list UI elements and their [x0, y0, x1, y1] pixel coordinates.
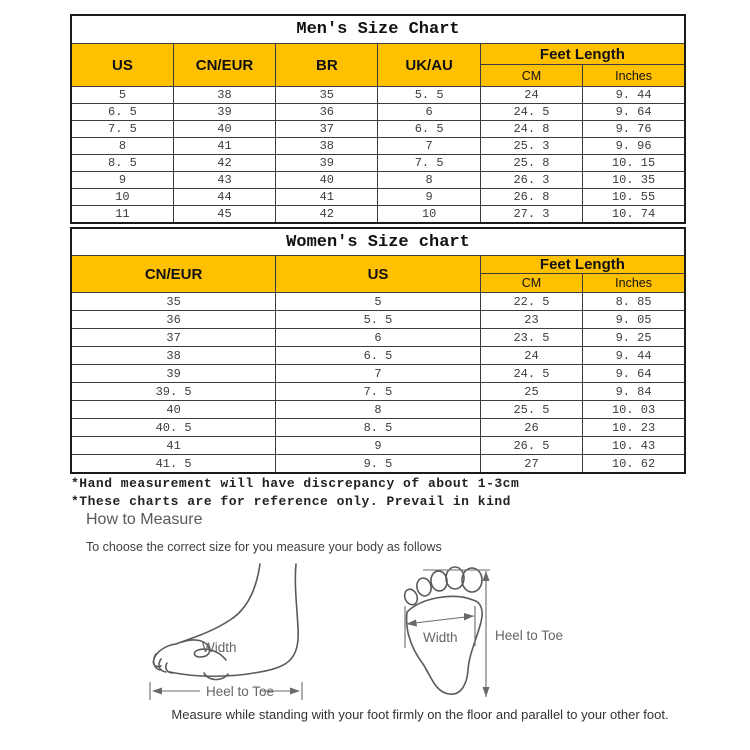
table-cell: 23 — [480, 311, 582, 329]
table-cell: 9. 64 — [583, 365, 685, 383]
table-cell: 44 — [173, 189, 275, 206]
table-title-row — [71, 15, 685, 44]
table-cell: 36 — [71, 311, 276, 329]
table-cell: 38 — [276, 138, 378, 155]
table-cell: 7 — [378, 138, 480, 155]
table-cell: 6. 5 — [71, 104, 173, 121]
column-header-uk-au: UK/AU — [378, 44, 480, 87]
table-cell: 9. 05 — [583, 311, 685, 329]
table-cell: 8. 5 — [276, 419, 481, 437]
table-row — [71, 383, 685, 401]
table-cell: 45 — [173, 206, 275, 224]
table-cell: 5 — [71, 87, 173, 104]
table-row — [71, 293, 685, 311]
toe-outline — [430, 570, 448, 592]
table-cell: 7 — [276, 365, 481, 383]
arrow-down-icon — [483, 687, 490, 697]
table-cell: 26. 3 — [480, 172, 582, 189]
table-cell: 10. 74 — [583, 206, 685, 224]
side-heel-to-toe-label: Heel to Toe — [206, 684, 275, 699]
foot-side-heel-back — [291, 564, 298, 659]
table-row — [71, 365, 685, 383]
table-cell: 25. 3 — [480, 138, 582, 155]
table-cell: 39 — [173, 104, 275, 121]
table-cell: 27 — [480, 455, 582, 474]
table-cell: 24. 8 — [480, 121, 582, 138]
table-cell: 24. 5 — [480, 365, 582, 383]
table-cell: 7. 5 — [71, 121, 173, 138]
foot-side-outline — [176, 564, 260, 644]
table-cell: 36 — [276, 104, 378, 121]
foot-side-sole — [170, 659, 291, 676]
table-row — [71, 121, 685, 138]
table-cell: 8 — [276, 401, 481, 419]
table-cell: 10. 03 — [583, 401, 685, 419]
table-cell: 25. 5 — [480, 401, 582, 419]
table-cell: 9. 5 — [276, 455, 481, 474]
table-cell: 5. 5 — [276, 311, 481, 329]
table-row — [71, 155, 685, 172]
table-cell: 23. 5 — [480, 329, 582, 347]
table-cell: 27. 3 — [480, 206, 582, 224]
table-cell: 9 — [276, 437, 481, 455]
table-cell: 10. 23 — [583, 419, 685, 437]
table-cell: 24. 5 — [480, 104, 582, 121]
table-cell: 42 — [276, 206, 378, 224]
table-cell: 9. 64 — [583, 104, 685, 121]
table-cell: 41. 5 — [71, 455, 276, 474]
column-header-br: BR — [276, 44, 378, 87]
note-hand-measurement: *Hand measurement will have discrepancy of about 1-3cm — [71, 476, 520, 491]
table-cell: 24 — [480, 87, 582, 104]
table-cell: 9 — [378, 189, 480, 206]
table-cell: 9. 76 — [583, 121, 685, 138]
note-reference-only: *These charts are for reference only. Prevail in kind — [71, 494, 511, 509]
table-cell: 9. 84 — [583, 383, 685, 401]
table-cell: 39 — [276, 155, 378, 172]
table-cell: 5. 5 — [378, 87, 480, 104]
table-cell: 8 — [378, 172, 480, 189]
table-row — [71, 401, 685, 419]
table-cell: 39 — [71, 365, 276, 383]
table-cell: 9. 96 — [583, 138, 685, 155]
womens-chart-title: Women's Size chart — [71, 228, 685, 256]
column-header-feet-length: Feet Length — [480, 256, 685, 274]
table-header-row — [71, 44, 685, 65]
foot-side-toes — [153, 644, 176, 673]
arrow-right-icon — [464, 613, 474, 621]
table-cell: 41 — [173, 138, 275, 155]
column-header-inches: Inches — [583, 274, 685, 293]
column-header-us: US — [71, 44, 173, 87]
sole-width-label: Width — [423, 630, 458, 645]
table-cell: 40 — [173, 121, 275, 138]
table-cell: 40 — [276, 172, 378, 189]
table-cell: 41 — [71, 437, 276, 455]
table-cell: 26. 5 — [480, 437, 582, 455]
table-cell: 35 — [71, 293, 276, 311]
table-cell: 6. 5 — [276, 347, 481, 365]
table-cell: 35 — [276, 87, 378, 104]
table-cell: 8. 85 — [583, 293, 685, 311]
table-row — [71, 311, 685, 329]
table-header-row — [71, 256, 685, 274]
side-width-label: Width — [202, 640, 237, 655]
foot-side-view-diagram — [142, 560, 322, 706]
table-row — [71, 455, 685, 474]
womens-table-body — [71, 293, 685, 474]
table-cell: 10 — [71, 189, 173, 206]
table-cell: 7. 5 — [276, 383, 481, 401]
table-cell: 10. 15 — [583, 155, 685, 172]
table-cell: 40 — [71, 401, 276, 419]
column-header-feet-length: Feet Length — [480, 44, 685, 65]
table-cell: 6 — [378, 104, 480, 121]
table-cell: 40. 5 — [71, 419, 276, 437]
table-cell: 5 — [276, 293, 481, 311]
table-cell: 37 — [276, 121, 378, 138]
column-header-inches: Inches — [583, 65, 685, 87]
table-row — [71, 419, 685, 437]
arrow-left-icon — [152, 688, 162, 695]
mens-chart-title: Men's Size Chart — [71, 15, 685, 44]
column-header-cm: CM — [480, 65, 582, 87]
arrow-up-icon — [483, 571, 490, 581]
table-cell: 38 — [71, 347, 276, 365]
how-to-measure-title: How to Measure — [86, 511, 203, 528]
table-cell: 7. 5 — [378, 155, 480, 172]
table-cell: 10. 55 — [583, 189, 685, 206]
table-title-row — [71, 228, 685, 256]
foot-sole-view-diagram — [393, 560, 578, 706]
column-header-cn-eur: CN/EUR — [71, 256, 276, 293]
column-header-cm: CM — [480, 274, 582, 293]
sole-heel-to-toe-label: Heel to Toe — [495, 628, 564, 643]
foot-sole-outline — [407, 596, 483, 694]
table-cell: 9 — [71, 172, 173, 189]
how-to-measure-subtitle: To choose the correct size for you measure your body as follows — [86, 540, 442, 554]
table-cell: 9. 25 — [583, 329, 685, 347]
table-cell: 10. 62 — [583, 455, 685, 474]
table-row — [71, 87, 685, 104]
table-row — [71, 347, 685, 365]
big-toe-outline — [462, 568, 482, 592]
table-cell: 41 — [276, 189, 378, 206]
table-cell: 26 — [480, 419, 582, 437]
table-cell: 6 — [276, 329, 481, 347]
table-cell: 8 — [71, 138, 173, 155]
arrow-right-icon — [290, 688, 300, 695]
table-cell: 9. 44 — [583, 347, 685, 365]
table-cell: 25. 8 — [480, 155, 582, 172]
womens-size-chart-table — [70, 227, 686, 474]
table-row — [71, 329, 685, 347]
table-cell: 10. 35 — [583, 172, 685, 189]
table-cell: 39. 5 — [71, 383, 276, 401]
column-header-us: US — [276, 256, 481, 293]
table-cell: 10. 43 — [583, 437, 685, 455]
table-row — [71, 437, 685, 455]
table-cell: 9. 44 — [583, 87, 685, 104]
column-header-cn-eur: CN/EUR — [173, 44, 275, 87]
table-row — [71, 138, 685, 155]
table-cell: 22. 5 — [480, 293, 582, 311]
table-cell: 10 — [378, 206, 480, 224]
table-cell: 25 — [480, 383, 582, 401]
table-row — [71, 206, 685, 224]
table-row — [71, 104, 685, 121]
table-cell: 6. 5 — [378, 121, 480, 138]
table-cell: 38 — [173, 87, 275, 104]
table-cell: 24 — [480, 347, 582, 365]
table-row — [71, 189, 685, 206]
table-cell: 37 — [71, 329, 276, 347]
table-cell: 11 — [71, 206, 173, 224]
table-cell: 43 — [173, 172, 275, 189]
table-cell: 42 — [173, 155, 275, 172]
mens-table-body — [71, 87, 685, 224]
table-cell: 8. 5 — [71, 155, 173, 172]
measure-instruction-caption: Measure while standing with your foot firmly on the floor and parallel to your other foot. — [171, 707, 669, 722]
mens-size-chart-table — [70, 14, 686, 224]
table-cell: 26. 8 — [480, 189, 582, 206]
table-row — [71, 172, 685, 189]
